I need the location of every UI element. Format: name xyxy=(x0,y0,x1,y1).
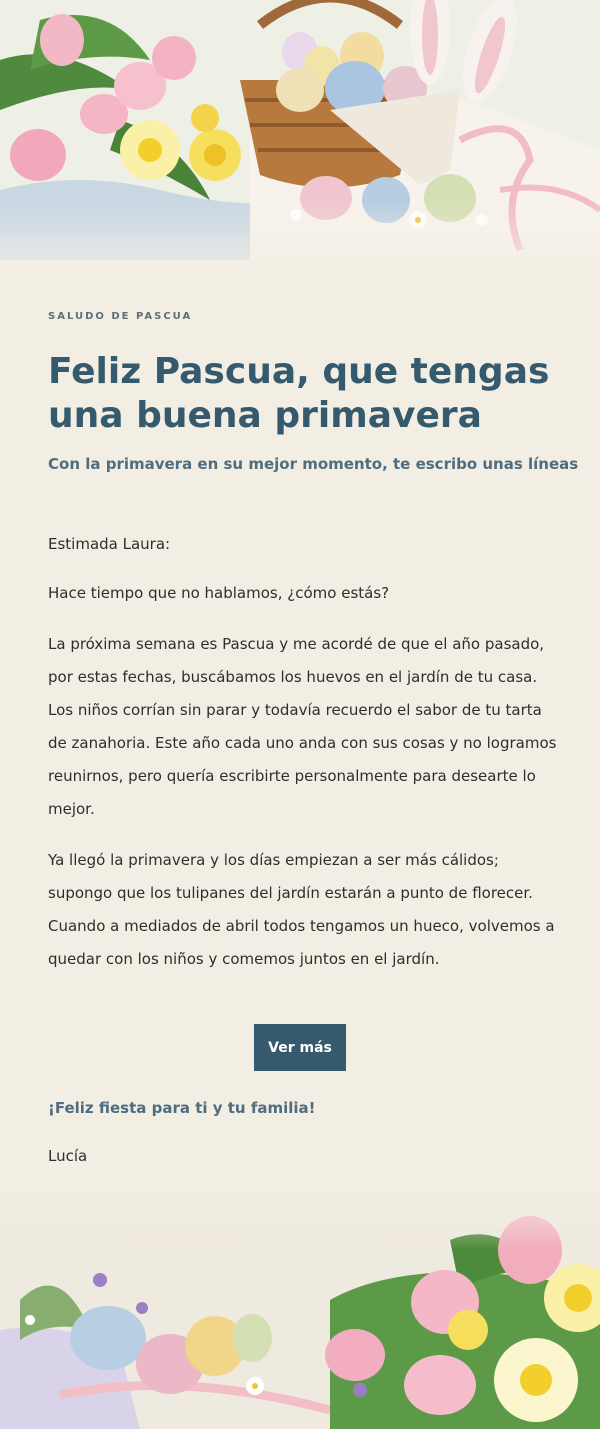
eyebrow-label: SALUDO DE PASCUA xyxy=(48,311,193,322)
see-more-button[interactable]: Ver más xyxy=(254,1024,346,1071)
paragraph-2: La próxima semana es Pascua y me acordé de que el año pasado, por estas fechas, buscábamos los huevos en el jardín de tu casa. Los niños corrían sin parar y todavía recuerdo el sabor de tu tarta de zanahoria. Este año cada uno anda con sus cosas y no logramos reunirnos, pero quería escribirte personalmente para desearte lo mejor. xyxy=(48,635,557,818)
closing-line: ¡Feliz fiesta para ti y tu familia! xyxy=(48,1099,316,1117)
signature: Lucía xyxy=(48,1147,88,1165)
paragraph-1: Hace tiempo que no hablamos, ¿cómo estás? xyxy=(48,584,390,602)
easter-header-illustration xyxy=(0,0,600,290)
paragraph-3: Ya llegó la primavera y los días empiezan a ser más cálidos; supongo que los tulipanes del jardín estarán a punto de florecer. Cuando a mediados de abril todos tengamos un hueco, volvemos a quedar con los niños y comemos juntos en el jardín. xyxy=(48,851,555,968)
greeting: Estimada Laura: xyxy=(48,535,171,553)
subtitle: Con la primavera en su mejor momento, te escribo unas líneas xyxy=(48,455,579,473)
headline: Feliz Pascua, que tengas una buena primavera xyxy=(48,351,550,436)
easter-footer-illustration xyxy=(0,1180,600,1429)
